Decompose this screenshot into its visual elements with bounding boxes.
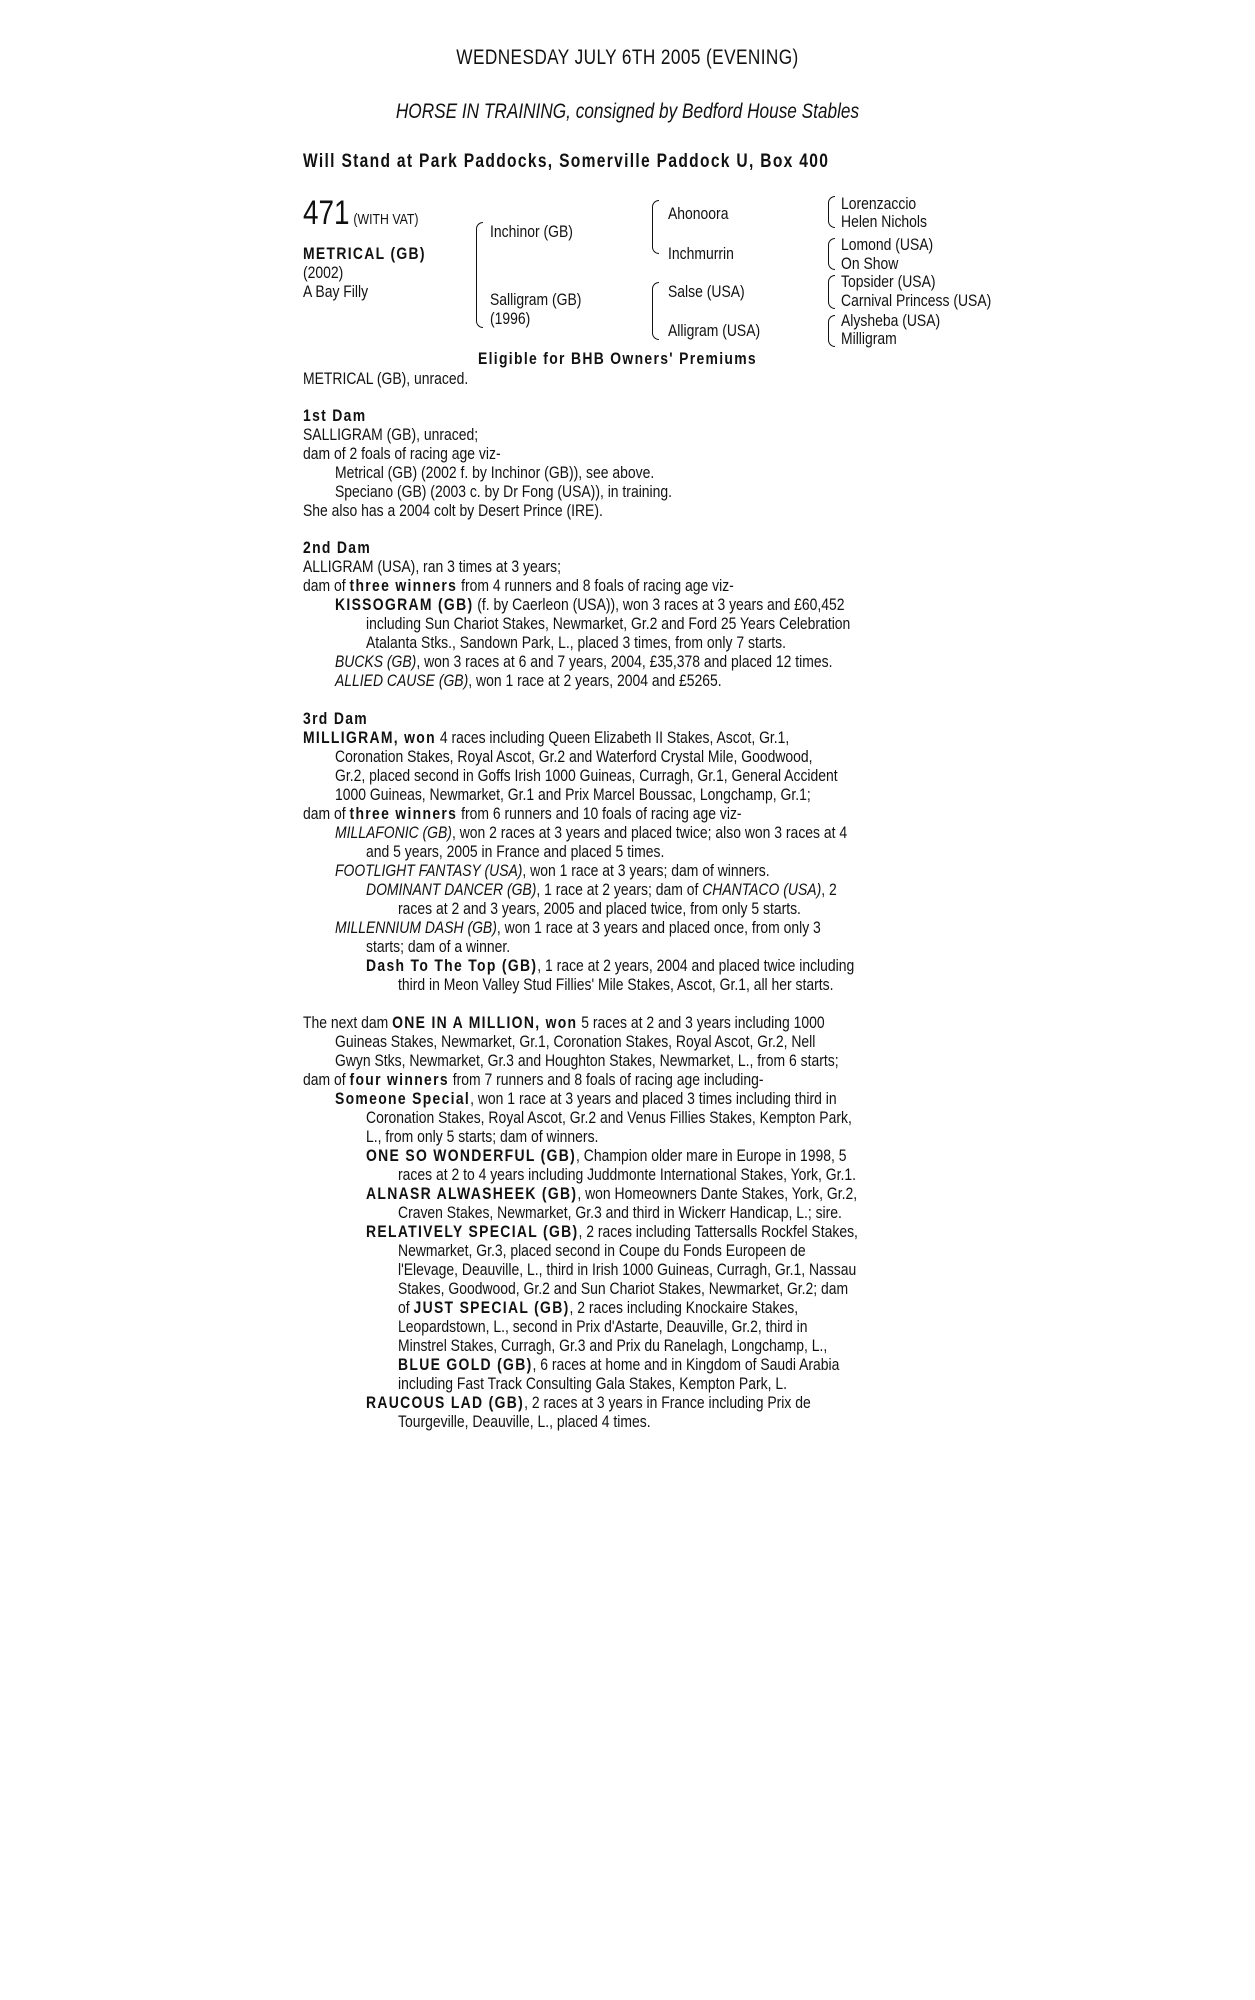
text-line: Stakes, Goodwood, Gr.2 and Sun Chariot Stakes, Newmarket, Gr.2; dam — [398, 1279, 849, 1298]
text-line: ALNASR ALWASHEEK (GB), won Homeowners Dante Stakes, York, Gr.2, — [366, 1184, 858, 1203]
pedigree-dam: Salligram (GB) — [490, 290, 582, 309]
pedigree-dam-dam: Alligram (USA) — [668, 321, 761, 340]
text-line: L., from only 5 starts; dam of winners. — [366, 1127, 599, 1146]
text-line: Speciano (GB) (2003 c. by Dr Fong (USA)), in training. — [335, 482, 673, 501]
section-heading: 1st Dam — [303, 406, 367, 425]
text-line: MILLAFONIC (GB), won 2 races at 3 years and placed twice; also won 3 races at 4 — [335, 823, 848, 842]
text-line: races at 2 to 4 years including Juddmonte International Stakes, York, Gr.1. — [398, 1165, 856, 1184]
text-line: Minstrel Stakes, Curragh, Gr.3 and Prix du Ranelagh, Longchamp, L., — [398, 1336, 828, 1355]
pedigree-g4: On Show — [841, 254, 899, 273]
text-line: dam of three winners from 4 runners and 8 foals of racing age viz- — [303, 576, 734, 595]
text-line: dam of four winners from 7 runners and 8 foals of racing age including- — [303, 1070, 764, 1089]
pedigree-g6: Carnival Princess (USA) — [841, 291, 992, 310]
text-line: FOOTLIGHT FANTASY (USA), won 1 race at 3 years; dam of winners. — [335, 861, 770, 880]
text-line: races at 2 and 3 years, 2005 and placed twice, from only 5 starts. — [398, 899, 801, 918]
pedigree-brace — [476, 222, 483, 328]
text-line: Metrical (GB) (2002 f. by Inchinor (GB)), see above. — [335, 463, 655, 482]
text-line: Dash To The Top (GB), 1 race at 2 years, 2004 and placed twice including — [366, 956, 855, 975]
pedigree-brace — [828, 315, 835, 347]
text-line: and 5 years, 2005 in France and placed 5 times. — [366, 842, 665, 861]
pedigree-brace — [828, 275, 835, 309]
sale-date: WEDNESDAY JULY 6TH 2005 (EVENING) — [456, 46, 799, 69]
text-line: Coronation Stakes, Royal Ascot, Gr.2 and Waterford Crystal Mile, Goodwood, — [335, 747, 813, 766]
text-line: The next dam ONE IN A MILLION, won 5 races at 2 and 3 years including 1000 — [303, 1013, 825, 1032]
pedigree-brace — [652, 200, 659, 254]
pedigree-sire-sire: Ahonoora — [668, 204, 729, 223]
text-line: MILLIGRAM, won 4 races including Queen Elizabeth II Stakes, Ascot, Gr.1, — [303, 728, 790, 747]
pedigree-g8: Milligram — [841, 329, 897, 348]
foaling-year: (2002) — [303, 263, 344, 282]
pedigree-g1: Lorenzaccio — [841, 194, 917, 213]
text-line: of JUST SPECIAL (GB), 2 races including Knockaire Stakes, — [398, 1298, 799, 1317]
text-line: including Sun Chariot Stakes, Newmarket, Gr.2 and Ford 25 Years Celebration — [366, 614, 851, 633]
pedigree-g7: Alysheba (USA) — [841, 311, 941, 330]
text-line: RAUCOUS LAD (GB), 2 races at 3 years in France including Prix de — [366, 1393, 811, 1412]
pedigree-sire: Inchinor (GB) — [490, 222, 573, 241]
text-line: Coronation Stakes, Royal Ascot, Gr.2 and Venus Fillies Stakes, Kempton Park, — [366, 1108, 852, 1127]
text-line: RELATIVELY SPECIAL (GB), 2 races including Tattersalls Rockfel Stakes, — [366, 1222, 858, 1241]
text-line: Atalanta Stks., Sandown Park, L., placed 3 times, from only 7 starts. — [366, 633, 786, 652]
text-line: Newmarket, Gr.3, placed second in Coupe du Fonds Europeen de — [398, 1241, 806, 1260]
consignment-line: HORSE IN TRAINING, consigned by Bedford House Stables — [395, 100, 860, 123]
text-line: starts; dam of a winner. — [366, 937, 511, 956]
text-line: dam of three winners from 6 runners and 10 foals of racing age viz- — [303, 804, 742, 823]
pedigree-dam-year: (1996) — [490, 309, 531, 328]
text-line: SALLIGRAM (GB), unraced; — [303, 425, 479, 444]
pedigree-dam-sire: Salse (USA) — [668, 282, 745, 301]
text-line: ALLIED CAUSE (GB), won 1 race at 2 years, 2004 and £5265. — [335, 671, 722, 690]
lot-number: 471 — [303, 194, 350, 232]
text-line: Someone Special, won 1 race at 3 years and placed 3 times including third in — [335, 1089, 837, 1108]
text-line: BUCKS (GB), won 3 races at 6 and 7 years, 2004, £35,378 and placed 12 times. — [335, 652, 833, 671]
pedigree-g2: Helen Nichols — [841, 212, 928, 231]
pedigree-brace — [828, 196, 835, 228]
pedigree-brace — [828, 238, 835, 270]
text-line: BLUE GOLD (GB), 6 races at home and in Kingdom of Saudi Arabia — [398, 1355, 840, 1374]
pedigree-brace — [652, 282, 659, 340]
text-line: KISSOGRAM (GB) (f. by Caerleon (USA)), won 3 races at 3 years and £60,452 — [335, 595, 845, 614]
text-line: Gwyn Stks, Newmarket, Gr.3 and Houghton Stakes, Newmarket, L., from 6 starts; — [335, 1051, 839, 1070]
horse-description: A Bay Filly — [303, 282, 369, 301]
text-line: ALLIGRAM (USA), ran 3 times at 3 years; — [303, 557, 561, 576]
text-line: Leopardstown, L., second in Prix d'Astarte, Deauville, Gr.2, third in — [398, 1317, 808, 1336]
text-line: third in Meon Valley Stud Fillies' Mile Stakes, Ascot, Gr.1, all her starts. — [398, 975, 834, 994]
text-line: ONE SO WONDERFUL (GB), Champion older mare in Europe in 1998, 5 — [366, 1146, 847, 1165]
horse-summary: METRICAL (GB), unraced. — [303, 369, 469, 388]
text-line: Craven Stakes, Newmarket, Gr.3 and third in Wickerr Handicap, L.; sire. — [398, 1203, 842, 1222]
pedigree-g5: Topsider (USA) — [841, 272, 936, 291]
text-line: Guineas Stakes, Newmarket, Gr.1, Coronation Stakes, Royal Ascot, Gr.2, Nell — [335, 1032, 816, 1051]
text-line: 1000 Guineas, Newmarket, Gr.1 and Prix Marcel Boussac, Longchamp, Gr.1; — [335, 785, 811, 804]
text-line: dam of 2 foals of racing age viz- — [303, 444, 501, 463]
text-line: l'Elevage, Deauville, L., third in Irish 1000 Guineas, Curragh, Gr.1, Nassau — [398, 1260, 857, 1279]
lot-heading — [303, 196, 419, 230]
stand-location: Will Stand at Park Paddocks, Somerville Paddock U, Box 400 — [303, 151, 830, 172]
text-line: DOMINANT DANCER (GB), 1 race at 2 years; dam of CHANTACO (USA), 2 — [366, 880, 837, 899]
text-line: Tourgeville, Deauville, L., placed 4 times. — [398, 1412, 651, 1431]
section-heading: 3rd Dam — [303, 709, 368, 728]
vat-note: (WITH VAT) — [353, 211, 419, 228]
pedigree-sire-dam: Inchmurrin — [668, 244, 734, 263]
text-line: Gr.2, placed second in Goffs Irish 1000 Guineas, Curragh, Gr.1, General Accident — [335, 766, 838, 785]
pedigree-g3: Lomond (USA) — [841, 235, 934, 254]
text-line: MILLENNIUM DASH (GB), won 1 race at 3 years and placed once, from only 3 — [335, 918, 821, 937]
section-heading: 2nd Dam — [303, 538, 372, 557]
text-line: She also has a 2004 colt by Desert Prince (IRE). — [303, 501, 603, 520]
text-line: including Fast Track Consulting Gala Stakes, Kempton Park, L. — [398, 1374, 787, 1393]
horse-name: METRICAL (GB) — [303, 244, 426, 263]
eligibility-note: Eligible for BHB Owners' Premiums — [478, 349, 758, 368]
